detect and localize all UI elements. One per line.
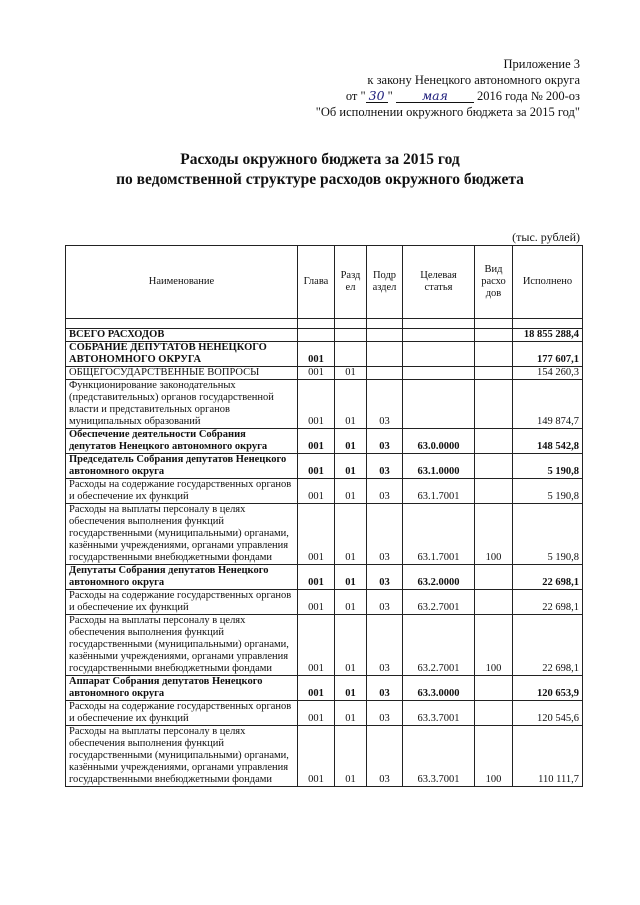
header-row: [66, 246, 583, 319]
cell-name: Расходы на содержание государственных органов и обеспечение их функций: [66, 701, 298, 726]
cell-glava: 001: [298, 454, 335, 479]
cell-target: 63.2.7001: [403, 615, 475, 676]
col-header-razdel: Разд ел: [335, 246, 367, 319]
table-row: [66, 701, 583, 726]
cell-razdel: 01: [335, 367, 367, 380]
cell-target: 63.1.0000: [403, 454, 475, 479]
appendix-header: [260, 56, 580, 120]
table-row: [66, 504, 583, 565]
cell-podrazdel: 03: [367, 504, 403, 565]
cell-glava: 001: [298, 565, 335, 590]
cell-target: [403, 367, 475, 380]
cell-target: [403, 329, 475, 342]
cell-glava: 001: [298, 701, 335, 726]
cell-razdel: 01: [335, 380, 367, 429]
cell-executed: 120 545,6: [513, 701, 583, 726]
cell-executed: 148 542,8: [513, 429, 583, 454]
cell-executed: 120 653,9: [513, 676, 583, 701]
cell-razdel: 01: [335, 676, 367, 701]
table-row: [66, 590, 583, 615]
cell-podrazdel: 03: [367, 615, 403, 676]
cell-razdel: 01: [335, 429, 367, 454]
cell-vid: [475, 429, 513, 454]
cell-razdel: 01: [335, 504, 367, 565]
cell-target: 63.3.0000: [403, 676, 475, 701]
cell-vid: [475, 565, 513, 590]
cell-executed: 149 874,7: [513, 380, 583, 429]
cell-executed: 5 190,8: [513, 454, 583, 479]
cell-executed: 5 190,8: [513, 504, 583, 565]
title-line-2: по ведомственной структуре расходов окружного бюджета: [116, 171, 524, 188]
cell-name: Председатель Собрания депутатов Ненецкого автономного округа: [66, 454, 298, 479]
cell-vid: [475, 676, 513, 701]
cell-name: СОБРАНИЕ ДЕПУТАТОВ НЕНЕЦКОГО АВТОНОМНОГО ОКРУГА: [66, 342, 298, 367]
cell-name: ОБЩЕГОСУДАРСТВЕННЫЕ ВОПРОСЫ: [66, 367, 298, 380]
cell-podrazdel: 03: [367, 454, 403, 479]
cell-executed: 22 698,1: [513, 590, 583, 615]
cell-podrazdel: 03: [367, 565, 403, 590]
cell-podrazdel: [367, 367, 403, 380]
cell-glava: 001: [298, 380, 335, 429]
col-header-executed: Исполнено: [513, 246, 583, 319]
cell-razdel: 01: [335, 726, 367, 787]
cell-executed: 110 111,7: [513, 726, 583, 787]
cell-glava: 001: [298, 479, 335, 504]
cell-executed: 22 698,1: [513, 615, 583, 676]
cell-glava: 001: [298, 342, 335, 367]
cell-name: Расходы на содержание государственных органов и обеспечение их функций: [66, 590, 298, 615]
cell-target: 63.2.7001: [403, 590, 475, 615]
cell-target: [403, 342, 475, 367]
cell-razdel: [335, 329, 367, 342]
table-row: [66, 676, 583, 701]
date-prefix: от ": [345, 89, 366, 103]
cell-glava: 001: [298, 504, 335, 565]
cell-vid: [475, 380, 513, 429]
cell-podrazdel: 03: [367, 380, 403, 429]
cell-razdel: 01: [335, 454, 367, 479]
cell-name: ВСЕГО РАСХОДОВ: [66, 329, 298, 342]
cell-vid: [475, 329, 513, 342]
table-row: [66, 380, 583, 429]
cell-executed: 22 698,1: [513, 565, 583, 590]
cell-target: 63.0.0000: [403, 429, 475, 454]
table-row: [66, 726, 583, 787]
cell-podrazdel: 03: [367, 701, 403, 726]
cell-razdel: 01: [335, 565, 367, 590]
cell-name: Депутаты Собрания депутатов Ненецкого автономного округа: [66, 565, 298, 590]
cell-razdel: 01: [335, 615, 367, 676]
cell-podrazdel: 03: [367, 479, 403, 504]
cell-glava: 001: [298, 367, 335, 380]
col-header-vid: Вид расхо дов: [475, 246, 513, 319]
law-date: [260, 88, 580, 104]
cell-target: 63.1.7001: [403, 479, 475, 504]
table-row: [66, 367, 583, 380]
cell-name: Функционирование законодательных (представительных) органов государственной власти и представительных органов муниципальных образований: [66, 380, 298, 429]
cell-target: 63.3.7001: [403, 726, 475, 787]
cell-razdel: 01: [335, 590, 367, 615]
col-header-glava: Глава: [298, 246, 335, 319]
cell-glava: 001: [298, 590, 335, 615]
cell-vid: [475, 367, 513, 380]
cell-target: [403, 380, 475, 429]
cell-name: Расходы на выплаты персоналу в целях обеспечения выполнения функций государственными (муниципальными) органами, казёнными учреждениями, органами управления государственными внебюджетными фондами: [66, 615, 298, 676]
document-title: [60, 150, 580, 190]
table-row: [66, 342, 583, 367]
cell-glava: 001: [298, 615, 335, 676]
cell-glava: 001: [298, 429, 335, 454]
cell-glava: 001: [298, 726, 335, 787]
appendix-label: Приложение 3: [503, 57, 580, 71]
cell-razdel: 01: [335, 701, 367, 726]
handwritten-day: 30: [366, 89, 388, 103]
table-row: [66, 429, 583, 454]
table-row: [66, 565, 583, 590]
cell-name: Расходы на выплаты персоналу в целях обеспечения выполнения функций государственными (муниципальными) органами, казёнными учреждениями, органами управления государственными внебюджетными фондами: [66, 504, 298, 565]
units-note: (тыс. рублей): [512, 230, 580, 244]
col-header-name: Наименование: [66, 246, 298, 319]
table-body: [66, 319, 583, 787]
handwritten-month: мая: [396, 89, 474, 103]
spacer-row: [66, 319, 583, 329]
cell-podrazdel: 03: [367, 676, 403, 701]
table-row: [66, 329, 583, 342]
cell-vid: 100: [475, 726, 513, 787]
cell-vid: [475, 342, 513, 367]
expenditure-table: [65, 245, 583, 787]
cell-target: 63.1.7001: [403, 504, 475, 565]
cell-podrazdel: 03: [367, 726, 403, 787]
cell-name: Аппарат Собрания депутатов Ненецкого автономного округа: [66, 676, 298, 701]
cell-razdel: 01: [335, 479, 367, 504]
cell-executed: 177 607,1: [513, 342, 583, 367]
cell-vid: [475, 454, 513, 479]
law-title: "Об исполнении окружного бюджета за 2015 год": [315, 105, 580, 119]
cell-podrazdel: 03: [367, 429, 403, 454]
date-suffix: 2016 года № 200-оз: [476, 89, 580, 103]
cell-glava: 001: [298, 676, 335, 701]
table-row: [66, 479, 583, 504]
cell-razdel: [335, 342, 367, 367]
cell-vid: 100: [475, 504, 513, 565]
cell-executed: 5 190,8: [513, 479, 583, 504]
col-header-target: Целевая статья: [403, 246, 475, 319]
title-line-1: Расходы окружного бюджета за 2015 год: [180, 151, 460, 168]
law-reference: к закону Ненецкого автономного округа: [367, 73, 580, 87]
cell-vid: [475, 701, 513, 726]
cell-vid: 100: [475, 615, 513, 676]
cell-vid: [475, 590, 513, 615]
cell-target: 63.2.0000: [403, 565, 475, 590]
cell-name: Расходы на содержание государственных органов и обеспечение их функций: [66, 479, 298, 504]
cell-executed: 154 260,3: [513, 367, 583, 380]
cell-vid: [475, 479, 513, 504]
table-row: [66, 615, 583, 676]
cell-podrazdel: [367, 342, 403, 367]
date-mid: ": [387, 89, 393, 103]
cell-name: Расходы на выплаты персоналу в целях обеспечения выполнения функций государственными (муниципальными) органами, казёнными учреждениями, органами управления государственными внебюджетными фондами: [66, 726, 298, 787]
cell-glava: [298, 329, 335, 342]
table-row: [66, 454, 583, 479]
cell-executed: 18 855 288,4: [513, 329, 583, 342]
col-header-podrazdel: Подр аздел: [367, 246, 403, 319]
cell-target: 63.3.7001: [403, 701, 475, 726]
cell-podrazdel: [367, 329, 403, 342]
cell-name: Обеспечение деятельности Собрания депутатов Ненецкого автономного округа: [66, 429, 298, 454]
cell-podrazdel: 03: [367, 590, 403, 615]
